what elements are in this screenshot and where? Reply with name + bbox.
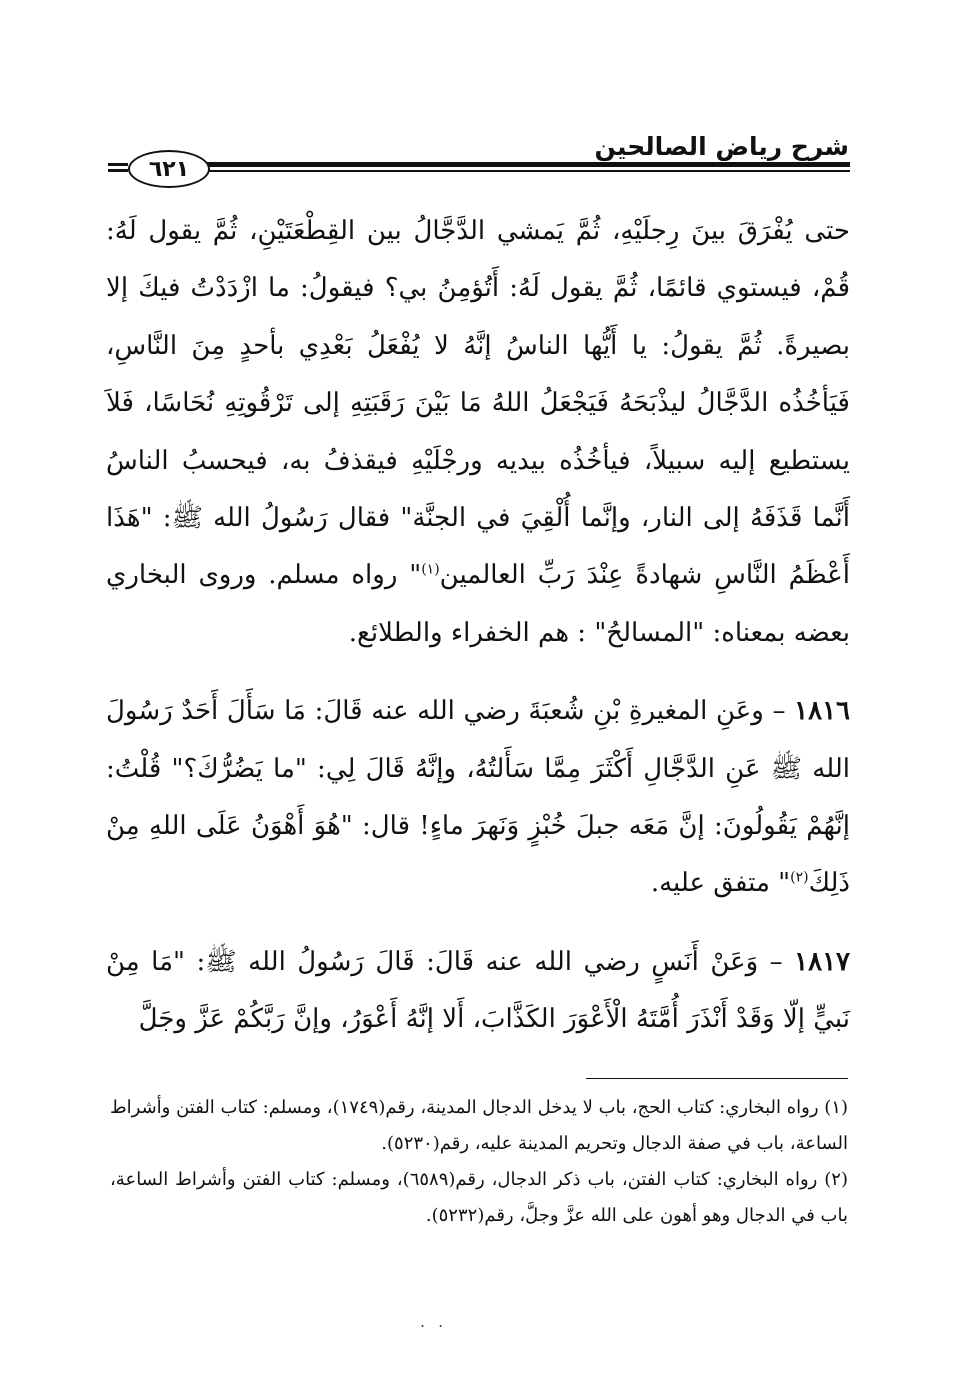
hadith-1816 [106, 683, 850, 913]
paragraph-continuation [106, 203, 850, 662]
hadith-text: – وعَنِ المغيرةِ بْنِ شُعبَةَ رضي الله عنه قَالَ: مَا سَأَلَ أَحَدٌ رَسُولَ الله ﷺ عَنِ الدَّجَّالِ أَكْثَرَ مِمَّا سَأَلتُهُ، وإنَّهُ قَالَ لِي: "ما يَضُرُّكَ؟" قُلْتُ: إنَّهُمْ يَقُولُونَ: إنَّ مَعَه جبلَ خُبْزٍ وَنَهرَ ماءٍ! قال: "هُوَ أَهْوَنُ عَلَى اللهِ مِنْ ذَلِكَ [106, 696, 850, 899]
hadith-number: ١٨١٦ [794, 696, 850, 727]
hadith-number: ١٨١٧ [794, 946, 850, 977]
footnote-marker-2: (٢) [790, 869, 809, 886]
hadith-text: – وَعَنْ أَنَسٍ رضي الله عنه قَالَ: قَالَ رَسُولُ الله ﷺ: "مَا مِنْ نَبيٍّ إلّا وَقَدْ أَنْذَرَ أُمَّتَهُ الْأَعْوَرَ الكَذَّابَ، أَلا إنَّهُ أَعْوَرُ، وإنَّ رَبَّكُمْ عَزَّ وجَلَّ [106, 946, 850, 1035]
header-rule-thin [207, 170, 850, 172]
paragraph-text: حتى يُفْرَقَ بينَ رِجلَيْهِ، ثُمَّ يَمشي الدَّجَّالُ بين القِطْعَتَيْنِ، ثُمَّ يقول لَهُ: قُمْ، فيستوي قائمًا، ثُمَّ يقول لَهُ: أَتُؤمِنُ بي؟ فيقولُ: ما ازْدَدْتُ فيكَ إلا بصيرةً. ثُمَّ يقولُ: يا أَيُّها الناسُ إنَّهُ لا يُفْعَلُ بَعْدِي بأحدٍ مِنَ النَّاسِ، فَيَأخُذُه الدَّجَّالُ ليذْبَحَهُ فَيَجْعَلُ اللهُ مَا بَيْنَ رَقَبَتِهِ إلى تَرْقُوتِهِ نُحَاسًا، فَلاَ يستطيع إليه سبيلاً، فيأخُذُه بيديه ورجْلَيْهِ فيقذفُ به، فيحسبُ الناسُ أَنَّما قَذَفَهُ إلى النار، وإنَّما أُلْقِيَ في الجنَّة" فقال رَسُولُ الله ﷺ: "هَذَا أَعْظَمُ النَّاسِ شهادةً عِنْدَ رَبِّ العالمين [106, 216, 850, 591]
running-title: شرح رياض الصالحين [594, 132, 849, 161]
header-rule [207, 162, 850, 174]
main-text [106, 203, 850, 1049]
bottom-dots: . . [420, 1312, 448, 1331]
hadith-tail: " متفق عليه. [650, 868, 791, 899]
page-number: ٦٢١ [128, 150, 210, 188]
footnote-1: (١) رواه البخاري: كتاب الحج، باب لا يدخل الدجال المدينة، رقم(١٧٤٩)، ومسلم: كتاب الفتن وأشراط الساعة، باب في صفة الدجال وتحريم المدينة عليه، رقم(٥٢٣٠). [110, 1097, 848, 1154]
paragraph-tail: " رواه مسلم. وروى البخاري بعضه بمعناه: "المسالحُ" : هم الخفراء والطلائع. [106, 560, 850, 648]
header-rule-thick [207, 162, 850, 167]
footnote-marker-1: (١) [421, 561, 440, 578]
footnote-2: (٢) رواه البخاري: كتاب الفتن، باب ذكر الدجال، رقم(٦٥٨٩)، ومسلم: كتاب الفتن وأشراط الساعة، باب في الدجال وهو أهون على الله عزَّ وجلَّ، رقم(٥٢٣٢). [110, 1169, 848, 1226]
hadith-1817 [106, 934, 850, 1049]
footnotes [110, 1090, 848, 1234]
footnote-separator [586, 1078, 848, 1079]
page-number-ornament [108, 163, 128, 173]
